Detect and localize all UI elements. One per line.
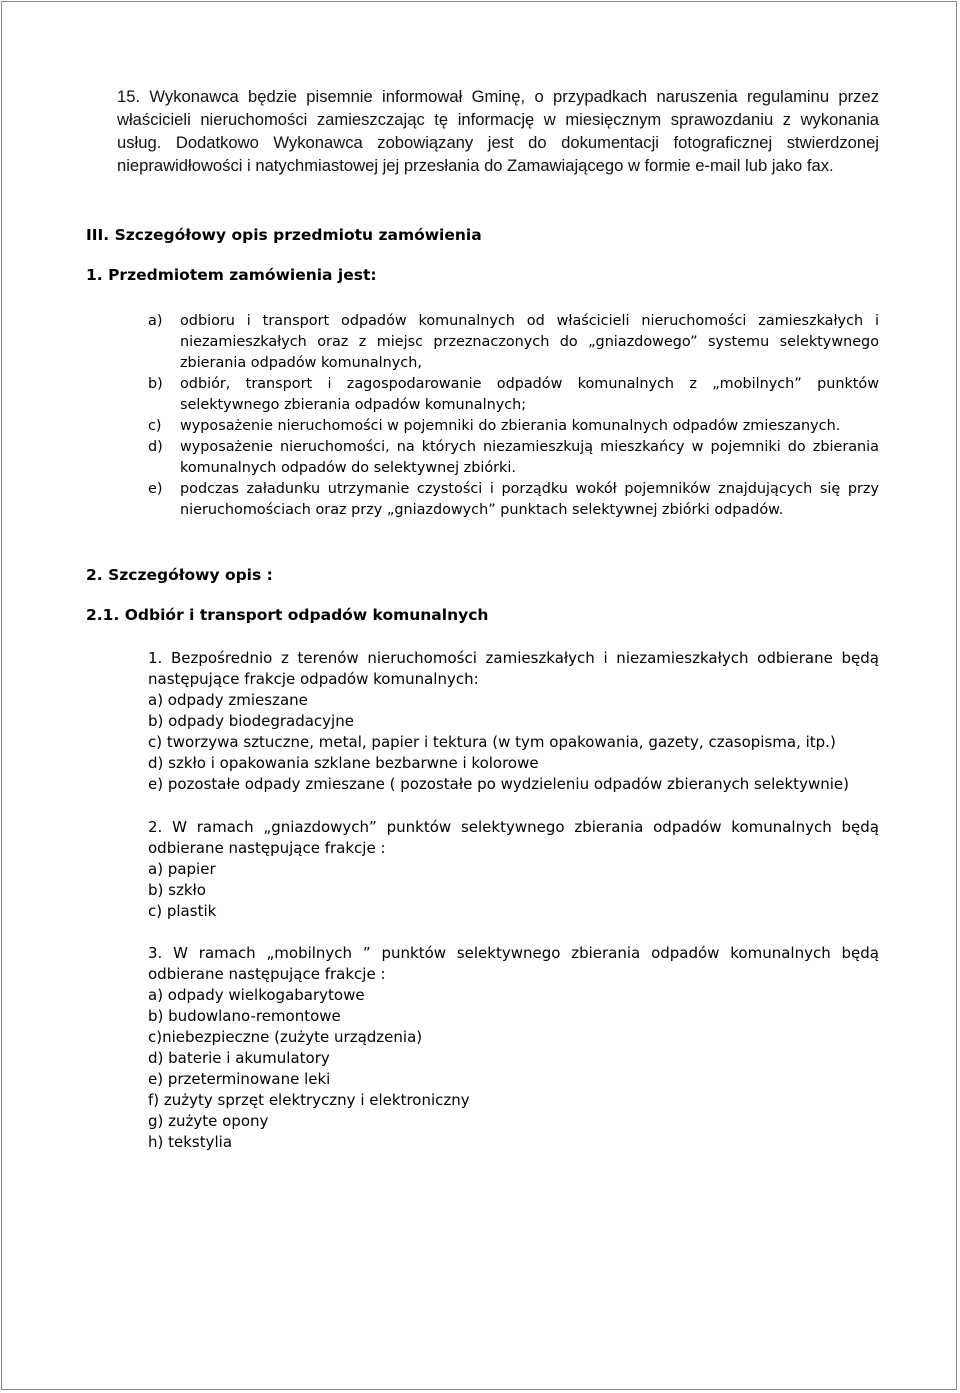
list-marker: b)	[148, 376, 163, 392]
scope-list	[148, 311, 879, 521]
list-marker: d)	[148, 439, 163, 455]
list-marker: e)	[148, 481, 163, 497]
list-item: e) pozostałe odpady zmieszane ( pozostałe po wydzieleniu odpadów zbieranych selektywnie)	[148, 775, 849, 793]
list-item: d) baterie i akumulatory	[148, 1049, 330, 1067]
block-intro: 1. Bezpośrednio z terenów nieruchomości zamieszkałych i niezamieszkałych odbierane będą następujące frakcje odpadów komunalnych:	[148, 649, 879, 688]
subsection-2-1-title: 2.1. Odbiór i transport odpadów komunalnych	[86, 606, 489, 624]
list-item: b) odpady biodegradacyjne	[148, 712, 354, 730]
list-item-text: podczas załadunku utrzymanie czystości i porządku wokół pojemników znajdujących się przy nieruchomościach oraz przy „gniazdowych” punktach selektywnej zbiórki odpadów.	[180, 481, 879, 518]
list-item: h) tekstylia	[148, 1133, 233, 1151]
scope-item-b	[148, 374, 879, 416]
list-item: c) plastik	[148, 902, 217, 920]
list-item: g) zużyte opony	[148, 1112, 269, 1130]
list-item: b) szkło	[148, 881, 206, 899]
list-item: a) odpady zmieszane	[148, 691, 308, 709]
list-item: c) tworzywa sztuczne, metal, papier i tektura (w tym opakowania, gazety, czasopisma, itp.)	[148, 733, 836, 751]
section-title: III. Szczegółowy opis przedmiotu zamówienia	[86, 226, 482, 244]
list-item-text: wyposażenie nieruchomości w pojemniki do zbierania komunalnych odpadów zmieszanych.	[180, 418, 841, 434]
subsection-1-title: 1. Przedmiotem zamówienia jest:	[86, 266, 377, 284]
scope-item-c	[148, 416, 879, 437]
list-item: d) szkło i opakowania szklane bezbarwne i kolorowe	[148, 754, 539, 772]
list-marker: a)	[148, 313, 163, 329]
block-intro: 2. W ramach „gniazdowych” punktów selektywnego zbierania odpadów komunalnych będą odbierane następujące frakcje :	[148, 818, 879, 857]
scope-item-d	[148, 437, 879, 479]
document-page	[1, 1, 957, 1390]
subsection-2-title: 2. Szczegółowy opis :	[86, 566, 273, 584]
list-item-text: wyposażenie nieruchomości, na których niezamieszkują mieszkańcy w pojemniki do zbierania komunalnych odpadów do selektywnej zbiórki.	[180, 439, 879, 476]
fractions-block-3	[148, 943, 879, 1153]
list-item: f) zużyty sprzęt elektryczny i elektroniczny	[148, 1091, 470, 1109]
list-marker: c)	[148, 418, 162, 434]
block-intro: 3. W ramach „mobilnych ” punktów selektywnego zbierania odpadów komunalnych będą odbierane następujące frakcje :	[148, 944, 879, 983]
paragraph-item-15: 15. Wykonawca będzie pisemnie informował Gminę, o przypadkach naruszenia regulaminu przez właścicieli nieruchomości zamieszczając tę informację w miesięcznym sprawozdaniu z wykonania usług. Dodatkowo Wykonawca zobowiązany jest do dokumentacji fotograficznej stwierdzonej nieprawidłowości i natychmiastowej jej przesłania do Zamawiającego w formie e-mail lub jako fax.	[117, 87, 879, 175]
list-item: b) budowlano-remontowe	[148, 1007, 341, 1025]
list-item: a) odpady wielkogabarytowe	[148, 986, 365, 1004]
list-item-text: odbiór, transport i zagospodarowanie odpadów komunalnych z „mobilnych” punktów selektywnego zbierania odpadów komunalnych;	[180, 376, 879, 413]
list-item-text: odbioru i transport odpadów komunalnych od właścicieli nieruchomości zamieszkałych i niezamieszkałych oraz z miejsc przeznaczonych do „gniazdowego” systemu selektywnego zbierania odpadów komunalnych,	[180, 313, 879, 371]
list-item: e) przeterminowane leki	[148, 1070, 331, 1088]
list-item: a) papier	[148, 860, 216, 878]
list-item: c)niebezpieczne (zużyte urządzenia)	[148, 1028, 423, 1046]
fractions-block-1	[148, 648, 879, 795]
scope-item-e	[148, 479, 879, 521]
scope-item-a	[148, 311, 879, 374]
fractions-block-2	[148, 817, 879, 922]
